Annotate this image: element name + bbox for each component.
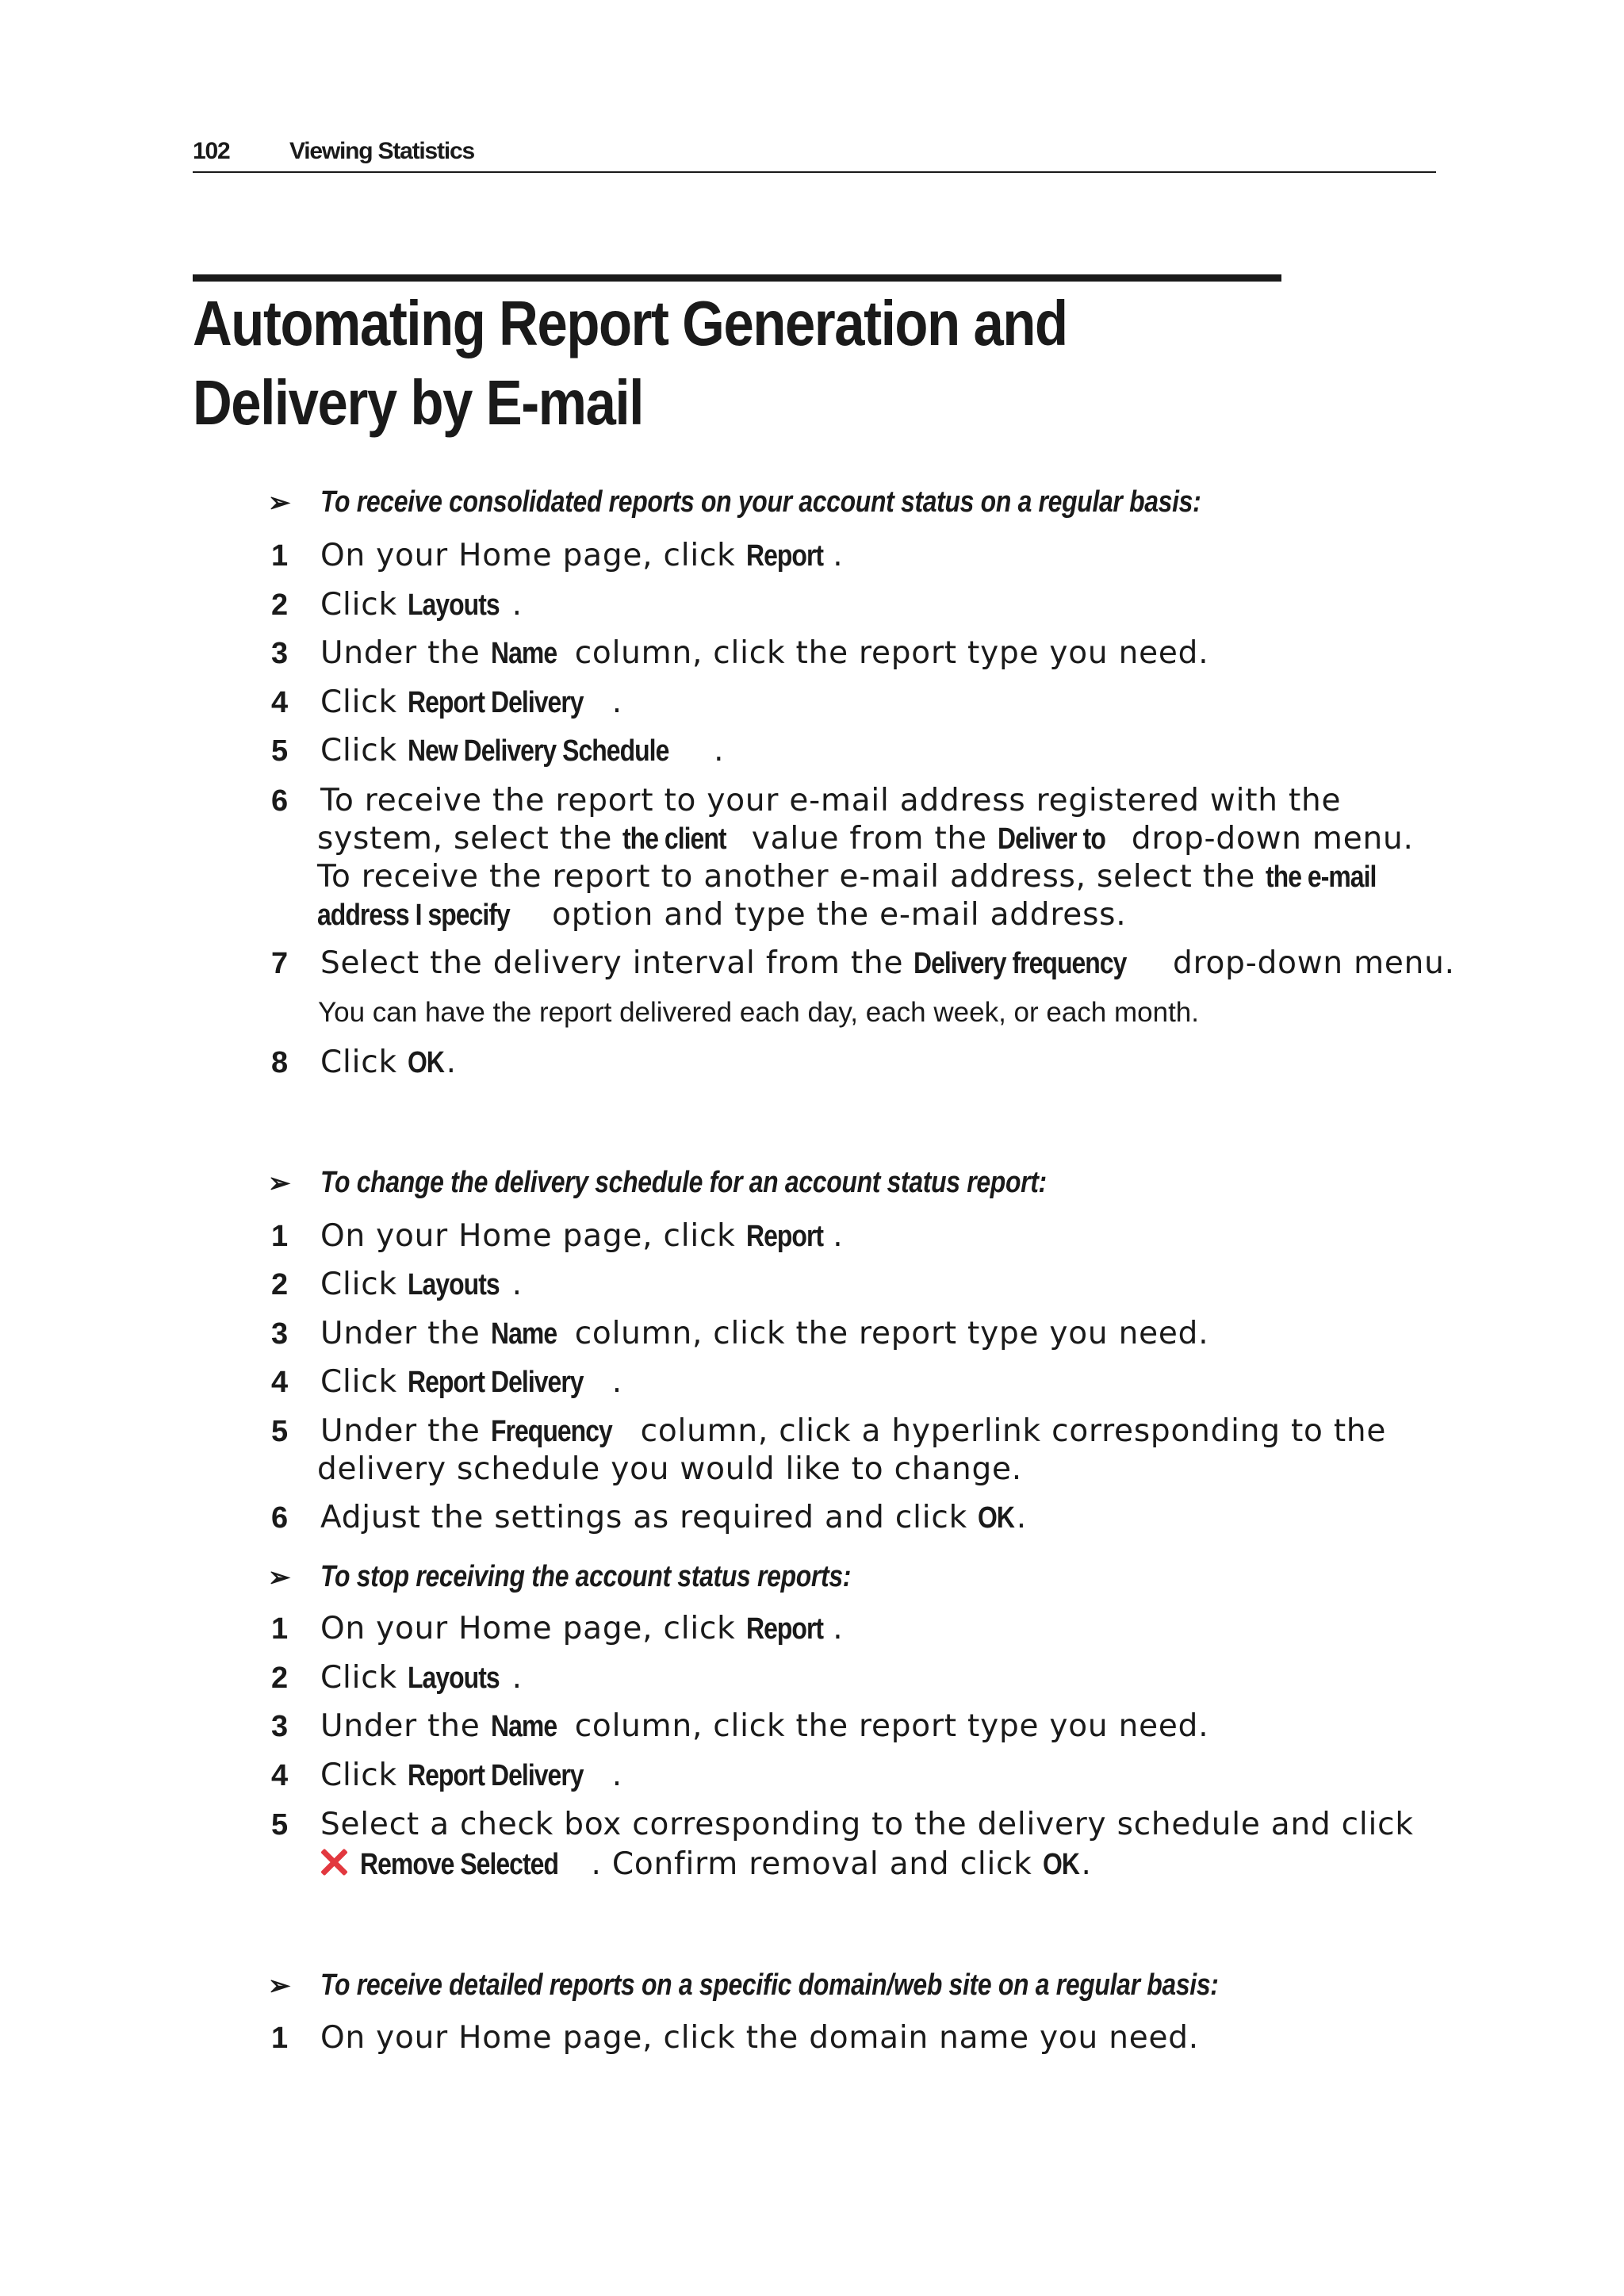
step-number: 1 bbox=[271, 1220, 289, 1253]
ui-term: Report bbox=[745, 539, 823, 573]
step-text-end: . bbox=[833, 1611, 844, 1646]
step-text-end: . bbox=[833, 1218, 844, 1254]
ui-term: OK bbox=[978, 1501, 1015, 1535]
procedure-heading-text: To stop receiving the account status reports: bbox=[320, 1560, 852, 1593]
step-text-end: . bbox=[714, 733, 725, 769]
step-number: 1 bbox=[271, 539, 289, 573]
ui-term: Name bbox=[490, 637, 557, 670]
ui-term: Report bbox=[745, 1612, 823, 1646]
ui-term: OK bbox=[1042, 1848, 1079, 1881]
ui-term: Delivery frequency bbox=[914, 947, 1127, 980]
ui-term: Remove Selected bbox=[360, 1848, 558, 1881]
step-number: 6 bbox=[271, 1501, 289, 1535]
ui-term: New Delivery Schedule bbox=[408, 734, 669, 768]
step-text-end: . bbox=[611, 1757, 622, 1793]
step-number: 1 bbox=[271, 1612, 289, 1646]
arrow-bullet-icon: ➢ bbox=[268, 1971, 291, 2001]
step-text: Select a check box corresponding to the delivery schedule and click bbox=[320, 1807, 1414, 1842]
step-text-end: . bbox=[511, 1267, 523, 1302]
procedure-heading-text: To change the delivery schedule for an account status report: bbox=[320, 1166, 1047, 1199]
step-text-end: . bbox=[611, 1364, 622, 1400]
ui-term: OK bbox=[408, 1046, 444, 1079]
step-number: 2 bbox=[271, 1268, 289, 1301]
step-text: Under the bbox=[320, 635, 491, 671]
step-text: Click bbox=[320, 1660, 408, 1696]
step-text-end: option and type the e-mail address. bbox=[541, 897, 1127, 933]
step-number: 7 bbox=[271, 947, 289, 980]
step-text: Click bbox=[320, 733, 408, 769]
step-text: On your Home page, click bbox=[320, 1611, 746, 1646]
step-number: 1 bbox=[271, 2022, 289, 2055]
ui-term: the client bbox=[622, 822, 726, 856]
page-number: 102 bbox=[193, 138, 230, 164]
step-text-end: . bbox=[1081, 1846, 1092, 1882]
step-number: 4 bbox=[271, 1366, 289, 1399]
ui-term: Frequency bbox=[490, 1415, 612, 1448]
step-number: 2 bbox=[271, 1662, 289, 1695]
step-text-end: . bbox=[446, 1045, 457, 1080]
ui-term: Report Delivery bbox=[408, 1366, 584, 1399]
step-text: On your Home page, click the domain name you need. bbox=[320, 2020, 1199, 2056]
ui-term: Report Delivery bbox=[408, 1759, 584, 1792]
title-line-1: Automating Report Generation and bbox=[193, 288, 1067, 358]
step-text: value from the bbox=[741, 821, 998, 857]
step-number: 5 bbox=[271, 1808, 289, 1842]
step-text-end: delivery schedule you would like to change. bbox=[317, 1451, 1022, 1487]
page-title bbox=[193, 284, 1209, 443]
ui-term: Deliver to bbox=[998, 822, 1105, 856]
step-text: On your Home page, click bbox=[320, 538, 746, 573]
step-number: 3 bbox=[271, 637, 289, 670]
step-text: Under the bbox=[320, 1316, 491, 1351]
step-text-end: . bbox=[833, 538, 844, 573]
step-note: You can have the report delivered each day, each week, or each month. bbox=[318, 997, 1199, 1028]
ui-term: Report bbox=[745, 1220, 823, 1253]
step-number: 5 bbox=[271, 734, 289, 768]
step-text-end: column, click the report type you need. bbox=[564, 1316, 1209, 1351]
step-text-end: . bbox=[1016, 1500, 1027, 1535]
page-header bbox=[193, 133, 1436, 173]
step-text: Click bbox=[320, 1364, 408, 1400]
step-text: column, click a hyperlink corresponding to the bbox=[630, 1413, 1387, 1449]
step-text: . Confirm removal and click bbox=[591, 1846, 1043, 1882]
step-text-end: . bbox=[511, 1660, 523, 1696]
step-number: 5 bbox=[271, 1415, 289, 1448]
ui-term: Layouts bbox=[408, 1268, 500, 1301]
step-number: 4 bbox=[271, 686, 289, 719]
ui-term: the e-mail bbox=[1266, 861, 1377, 894]
arrow-bullet-icon: ➢ bbox=[268, 1562, 291, 1593]
step-text: Adjust the settings as required and click bbox=[320, 1500, 979, 1535]
ui-term: Layouts bbox=[408, 1662, 500, 1695]
step-number: 3 bbox=[271, 1317, 289, 1351]
step-text-end: drop-down menu. bbox=[1120, 821, 1414, 857]
step-number: 8 bbox=[271, 1046, 289, 1079]
step-text-end: column, click the report type you need. bbox=[564, 1708, 1209, 1744]
ui-term: address I specify bbox=[317, 899, 510, 932]
step-text: Click bbox=[320, 1045, 408, 1080]
procedure-heading-text: To receive detailed reports on a specific domain/web site on a regular basis: bbox=[320, 1968, 1219, 2002]
step-text-end: drop-down menu. bbox=[1162, 945, 1455, 981]
procedure-heading-text: To receive consolidated reports on your account status on a regular basis: bbox=[320, 485, 1201, 519]
arrow-bullet-icon: ➢ bbox=[268, 488, 291, 518]
step-number: 4 bbox=[271, 1759, 289, 1792]
step-text: Under the bbox=[320, 1413, 491, 1449]
step-number: 3 bbox=[271, 1710, 289, 1743]
step-text: To receive the report to another e-mail address, select the bbox=[317, 859, 1266, 895]
ui-term: Report Delivery bbox=[408, 686, 584, 719]
step-text: system, select the bbox=[317, 821, 623, 857]
ui-term: Name bbox=[490, 1710, 557, 1743]
step-text: Click bbox=[320, 684, 408, 720]
step-text-end: . bbox=[611, 684, 622, 720]
step-text: Under the bbox=[320, 1708, 491, 1744]
step-number: 6 bbox=[271, 784, 289, 818]
step-text-end: column, click the report type you need. bbox=[564, 635, 1209, 671]
step-number: 2 bbox=[271, 588, 289, 622]
step-text: Click bbox=[320, 1267, 408, 1302]
step-text: To receive the report to your e-mail address registered with the bbox=[320, 783, 1342, 818]
ui-term: Layouts bbox=[408, 588, 500, 622]
step-text: On your Home page, click bbox=[320, 1218, 746, 1254]
arrow-bullet-icon: ➢ bbox=[268, 1168, 291, 1198]
step-text-end: . bbox=[511, 587, 523, 623]
step-text: Select the delivery interval from the bbox=[320, 945, 914, 981]
step-text: Click bbox=[320, 1757, 408, 1793]
title-line-2: Delivery by E-mail bbox=[193, 367, 643, 438]
remove-x-icon bbox=[317, 1846, 349, 1877]
section-title: Viewing Statistics bbox=[289, 138, 474, 164]
step-text: Click bbox=[320, 587, 408, 623]
title-rule bbox=[193, 274, 1281, 282]
ui-term: Name bbox=[490, 1317, 557, 1351]
